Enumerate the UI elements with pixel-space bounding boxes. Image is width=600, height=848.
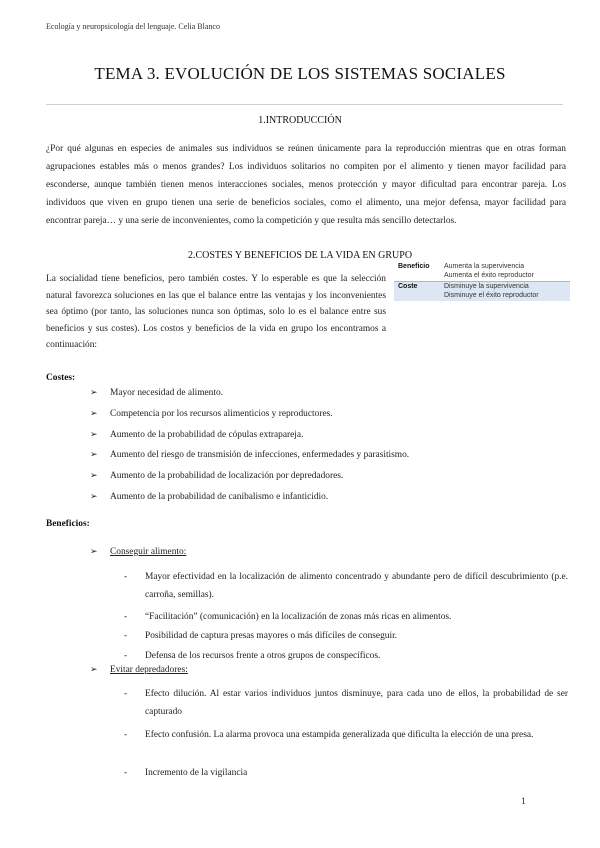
list-item: - Efecto confusión. La alarma provoca una estampida generalizada que dificulta la elección de una presa. — [124, 726, 568, 744]
title-divider — [46, 104, 563, 105]
list-item: ➢ Competencia por los recursos alimenticios y reproductores. — [90, 409, 333, 420]
costes-label: Costes: — [46, 373, 76, 383]
table-cell: Aumenta el éxito reproductor — [444, 271, 534, 279]
subgroup-evitar-depredadores — [90, 665, 188, 675]
table-cell: Disminuye la supervivencia — [444, 283, 529, 291]
arrow-bullet-icon: ➢ — [90, 429, 98, 440]
arrow-bullet-icon: ➢ — [90, 471, 98, 482]
list-item: - Posibilidad de captura presas mayores o más difíciles de conseguir. — [124, 627, 568, 645]
subgroup-conseguir-alimento — [90, 547, 186, 557]
table-row-key: Coste — [398, 283, 418, 291]
list-item: - “Facilitación” (comunicación) en la localización de zonas más ricas en alimentos. — [124, 608, 568, 626]
list-item: ➢ Aumento de la probabilidad de canibalismo e infanticidio. — [90, 491, 329, 502]
arrow-bullet-icon: ➢ — [90, 388, 98, 399]
list-item: ➢ Aumento de la probabilidad de localización por depredadores. — [90, 471, 344, 482]
arrow-bullet-icon: ➢ — [90, 665, 98, 675]
running-header: Ecología y neuropsicología del lenguaje. Celia Blanco — [46, 22, 220, 31]
page-number: 1 — [521, 797, 526, 807]
list-item: - Efecto dilución. Al estar varios individuos juntos disminuye, para cada uno de ellos, la probabilidad de ser capturado — [124, 685, 568, 721]
costs-benefits-table — [394, 262, 570, 301]
list-item: - Incremento de la vigilancia — [124, 764, 568, 782]
costes-list — [90, 383, 409, 507]
table-cell: Aumenta la supervivencia — [444, 263, 525, 270]
list-item: - Defensa de los recursos frente a otros grupos de conspecíficos. — [124, 647, 568, 665]
dash-bullet-icon: - — [124, 689, 128, 699]
introduction-paragraph: ¿Por qué algunas en especies de animales sus individuos se reúnen únicamente para la reproducción mientras que en otras forman agrupaciones estables más o menos grandes? Los individuos solitarios no compiten por el alimento y tienen mayor facilidad para esconderse, aunque también tienen menos interacciones sociales, menos protección y mayor dificultad para encontrar pareja. Los individuos que viven en grupo tienen una serie de beneficios sociales, como el alimento, una mejor defensa, mayor facilidad para encontrar pareja… y una serie de inconvenientes, como la competición y que resulta más sencillo detectarlos. — [46, 144, 566, 226]
dash-bullet-icon: - — [124, 572, 128, 582]
dash-bullet-icon: - — [124, 631, 128, 641]
dash-bullet-icon: - — [124, 612, 128, 622]
dash-bullet-icon: - — [124, 651, 128, 661]
arrow-bullet-icon: ➢ — [90, 450, 98, 461]
costs-benefits-paragraph: La socialidad tiene beneficios, pero también costes. Y lo esperable es que la selección natural favorezca soluciones en las que el balance entre las ventajas y los inconvenientes sea óptimo (por tanto, las soluciones nunca son óptimas, solo lo es el balance entre sus beneficios y sus costes). Los costos y beneficios de la vida en grupo los encontramos a continuación: — [46, 274, 386, 350]
table-cell: Disminuye el éxito reproductor — [444, 291, 539, 299]
dash-bullet-icon: - — [124, 768, 128, 778]
dash-bullet-icon: - — [124, 730, 128, 740]
arrow-bullet-icon: ➢ — [90, 547, 98, 557]
subgroup-title: Evitar depredadores: — [110, 665, 188, 675]
arrow-bullet-icon: ➢ — [90, 409, 98, 420]
beneficios-label: Beneficios: — [46, 519, 90, 529]
table-row-key: Beneficio — [398, 263, 430, 270]
table-row-beneficio — [394, 262, 570, 281]
subgroup-title: Conseguir alimento: — [110, 547, 187, 557]
section-heading-introduccion: 1.INTRODUCCIÓN — [258, 115, 342, 126]
arrow-bullet-icon: ➢ — [90, 491, 98, 502]
list-item: - Mayor efectividad en la localización de alimento concentrado y abundante pero de difícil descubrimiento (p.e. carroña, semillas). — [124, 568, 568, 604]
list-item: ➢ Aumento del riesgo de transmisión de infecciones, enfermedades y parasitismo. — [90, 450, 410, 461]
table-row-coste — [394, 281, 570, 301]
section-heading-costes-beneficios: 2.COSTES Y BENEFICIOS DE LA VIDA EN GRUPO — [187, 250, 413, 261]
list-item: ➢ Mayor necesidad de alimento. — [90, 388, 223, 399]
document-title: TEMA 3. EVOLUCIÓN DE LOS SISTEMAS SOCIALES — [94, 64, 506, 83]
list-item: ➢ Aumento de la probabilidad de cópulas extrapareja. — [90, 429, 304, 440]
